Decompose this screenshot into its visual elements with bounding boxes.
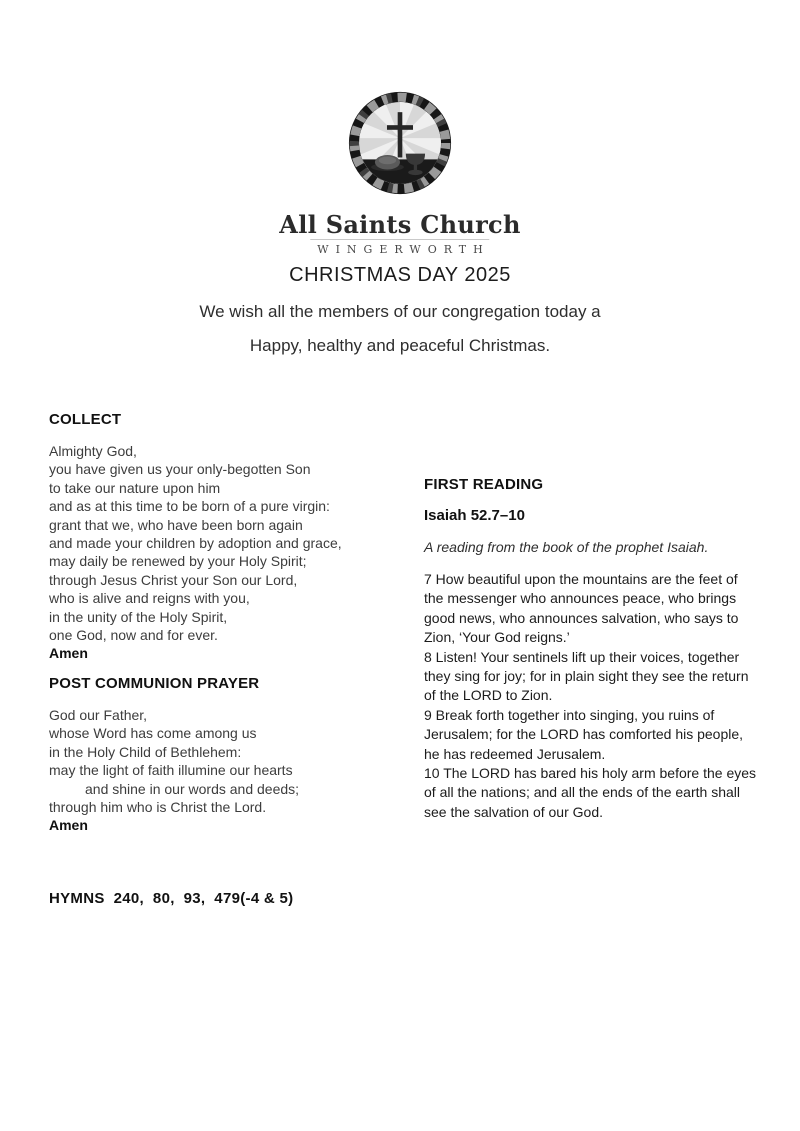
verse: 10 The LORD has bared his holy arm before the eyes of all the nations; and all the ends of the earth shall see the salvation of our God.	[424, 765, 757, 820]
prayer-line: one God, now and for ever.	[49, 627, 218, 644]
prayer-line: and shine in our words and deeds;	[85, 780, 300, 797]
greeting-line-2: Happy, healthy and peaceful Christmas.	[249, 336, 551, 355]
verse: 7 How beautiful upon the mountains are the feet of the messenger who announces peace, who brings good news, who announces salvation, who says to Zion, ‘Your God reigns.’	[424, 571, 739, 646]
prayer-line: whose Word has come among us	[49, 725, 257, 742]
prayer-line: through him who is Christ the Lord.	[49, 798, 267, 815]
first-reading-heading: FIRST READING	[424, 476, 544, 493]
collect-amen: Amen	[49, 645, 88, 662]
prayer-line: who is alive and reigns with you,	[49, 590, 250, 607]
right-column	[424, 476, 757, 822]
prayer-line: and as at this time to be born of a pure virgin:	[49, 498, 330, 515]
reading-text	[424, 570, 757, 822]
prayer-line: grant that we, who have been born again	[49, 516, 303, 533]
prayer-line: you have given us your only-begotten Son	[49, 461, 311, 478]
post-communion-prayer	[49, 706, 399, 835]
post-communion-heading: POST COMMUNION PRAYER	[49, 674, 260, 692]
prayer-line: and made your children by adoption and grace,	[49, 535, 342, 552]
reading-intro: A reading from the book of the prophet Isaiah.	[424, 539, 709, 555]
greeting-line-1: We wish all the members of our congregation today a	[199, 302, 601, 321]
left-column	[49, 411, 399, 835]
collect-heading: COLLECT	[49, 411, 122, 428]
collect-prayer	[49, 442, 399, 663]
prayer-line: may daily be renewed by your Holy Spirit;	[49, 553, 307, 570]
prayer-line: to take our nature upon him	[49, 479, 221, 496]
church-logo	[347, 90, 453, 196]
prayer-line: may the light of faith illumine our hearts	[49, 762, 293, 779]
verse: 9 Break forth together into singing, you ruins of Jerusalem; for the LORD has comforted his people, he has redeemed Jerusalem.	[424, 706, 744, 762]
communion-emblem-icon	[347, 90, 453, 196]
church-location: WINGERWORTH	[310, 239, 489, 256]
prayer-line: in the unity of the Holy Spirit,	[49, 608, 228, 625]
service-title: CHRISTMAS DAY 2025	[289, 264, 511, 286]
church-name: All Saints Church	[279, 210, 521, 239]
hymns-list: HYMNS 240, 80, 93, 479(-4 & 5)	[49, 890, 294, 907]
post-communion-amen: Amen	[49, 817, 88, 834]
prayer-line: God our Father,	[49, 706, 148, 723]
prayer-line: Almighty God,	[49, 443, 137, 459]
prayer-line: through Jesus Christ your Son our Lord,	[49, 571, 298, 588]
prayer-line: in the Holy Child of Bethlehem:	[49, 743, 242, 760]
verse: 8 Listen! Your sentinels lift up their voices, together they sing for joy; for in plain sight they see the return of the LORD to Zion.	[424, 648, 749, 704]
reading-reference: Isaiah 52.7–10	[424, 507, 525, 524]
